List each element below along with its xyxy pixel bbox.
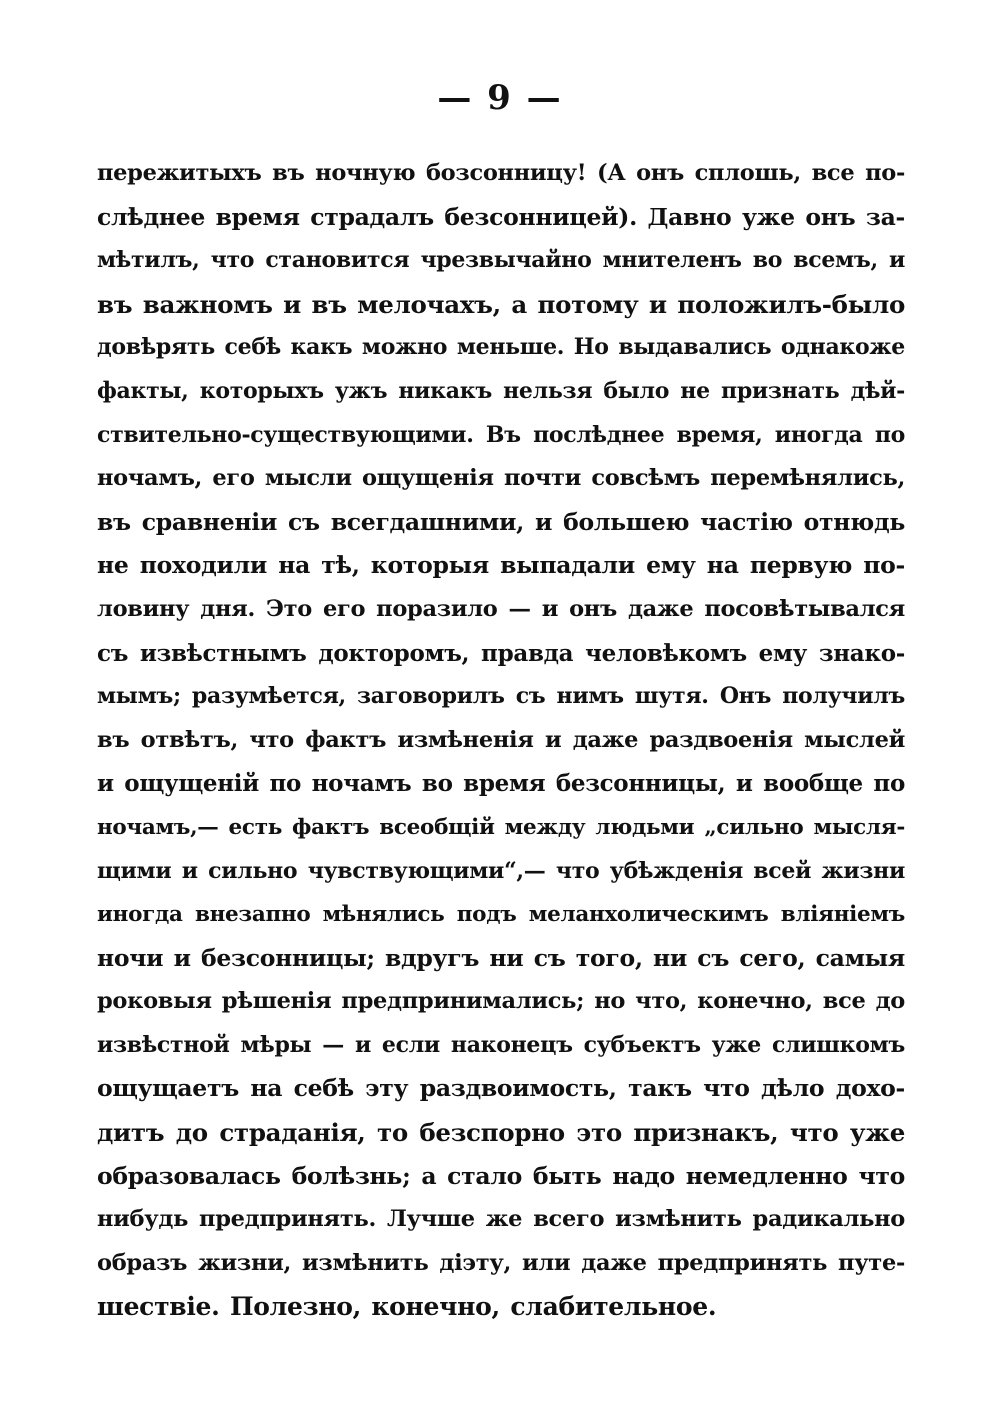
- text-line: ночи и безсонницы; вдругъ ни съ того, ни съ сего, самыя: [97, 943, 905, 972]
- text-line: въ сравненіи съ всегдашними, и большею частію отнюдь: [97, 507, 905, 536]
- page-number: — 9 —: [437, 78, 563, 118]
- text-line: дитъ до страданія, то безспорно это признакъ, что уже: [97, 1118, 905, 1148]
- text-line: въ важномъ и въ мелочахъ, а потому и положилъ-было: [97, 289, 905, 319]
- text-line: и ощущеній по ночамъ во время безсонницы, и вообще по: [97, 770, 905, 798]
- text-line: ствительно-существующими. Въ послѣднее время, иногда по: [97, 421, 905, 448]
- text-line: не походили на тѣ, которыя выпадали ему на первую по-: [97, 551, 905, 580]
- text-line: ночамъ, его мысли ощущенія почти совсѣмъ перемѣнялись,: [97, 465, 905, 492]
- text-line: щими и сильно чувствующими“,— что убѣжденія всей жизни: [97, 857, 905, 884]
- text-line: образовалась болѣзнь; а стало быть надо немедленно что: [97, 1161, 905, 1190]
- text-line: слѣднее время страдалъ безсонницей). Давно уже онъ за-: [97, 202, 905, 231]
- text-line: ощущаетъ на себѣ эту раздвоимость, такъ что дѣло дохо-: [97, 1074, 905, 1103]
- text-line: мымъ; разумѣется, заговорилъ съ нимъ шутя. Онъ получилъ: [97, 683, 905, 710]
- text-line: факты, которыхъ ужъ никакъ нельзя было не признать дѣй-: [97, 377, 905, 404]
- text-line: образъ жизни, измѣнить діэту, или даже предпринять путе-: [97, 1249, 905, 1276]
- text-line: мѣтилъ, что становится чрезвычайно мнителенъ во всемъ, и: [97, 247, 905, 274]
- text-line: въ отвѣтъ, что фактъ измѣненія и даже раздвоенія мыслей: [97, 726, 905, 753]
- text-line: пережитыхъ въ ночную бозсонницу! (А онъ сплошь, все по-: [97, 160, 905, 186]
- text-line: извѣстной мѣры — и если наконецъ субъектъ уже слишкомъ: [97, 1031, 905, 1058]
- text-line: роковыя рѣшенія предпринимались; но что, конечно, все до: [97, 988, 905, 1015]
- text-line: иногда внезапно мѣнялись подъ меланхолическимъ вліяніемъ: [97, 902, 905, 928]
- body-text: [97, 152, 905, 1329]
- text-line: ловину дня. Это его поразило — и онъ даже посовѣтывался: [97, 595, 905, 622]
- text-line: съ извѣстнымъ докторомъ, правда человѣкомъ ему знако-: [97, 639, 905, 667]
- text-line: ночамъ,— есть фактъ всеобщій между людьми „сильно мысля-: [97, 814, 905, 840]
- text-line: нибудь предпринять. Лучше же всего измѣнить радикально: [97, 1206, 905, 1233]
- text-line: довѣрять себѣ какъ можно меньше. Но выдавались однакоже: [97, 334, 905, 361]
- text-line: шествіе. Полезно, конечно, слабительное.: [97, 1292, 717, 1322]
